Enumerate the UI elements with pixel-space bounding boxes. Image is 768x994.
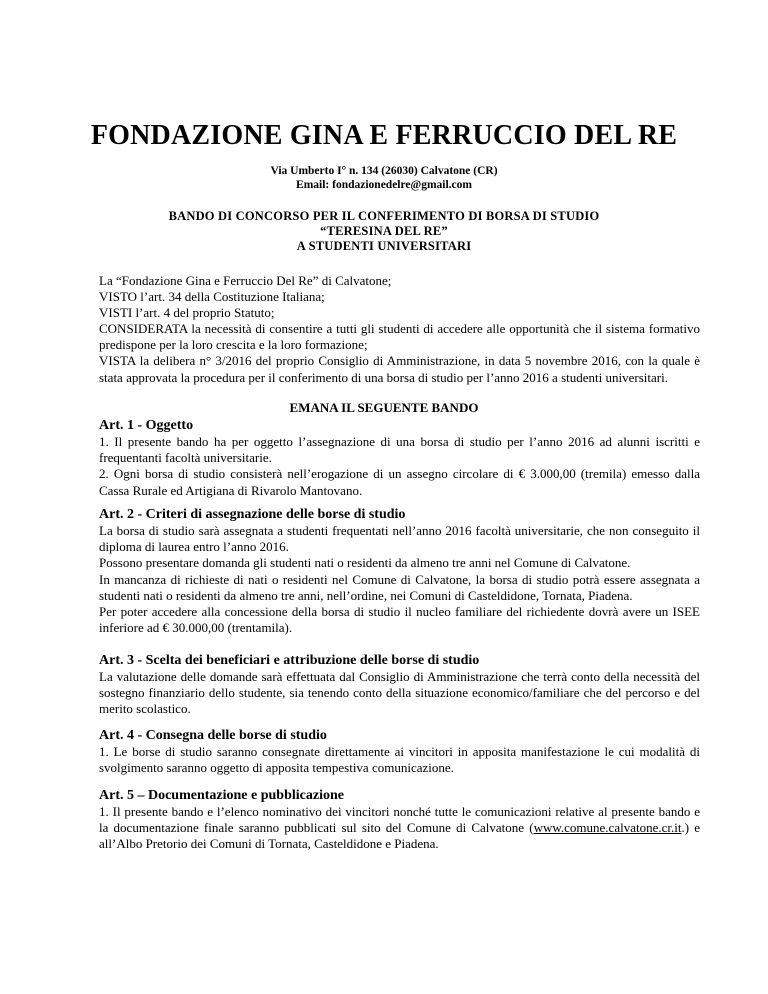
foundation-email: Email: fondazionedelre@gmail.com <box>296 179 472 191</box>
article-heading: Art. 2 - Criteri di assegnazione delle borse di studio <box>99 507 406 522</box>
article-5 <box>99 787 700 853</box>
article-paragraph: Possono presentare domanda gli studenti nati o residenti da almeno tre anni nel Comune di Calvatone. <box>99 555 631 571</box>
comune-website-link[interactable]: www.comune.calvatone.cr.it <box>533 820 682 836</box>
article-3 <box>99 652 700 718</box>
preamble-line: VISTO l’art. 34 della Costituzione Italiana; <box>99 289 325 305</box>
preamble-line: VISTA la delibera n° 3/2016 del proprio Consiglio di Amministrazione, in data 5 novembre 2016, con la quale è stata approvata la procedura per il conferimento di una borsa di studio per l’anno 2016 a studenti universitari. <box>99 353 700 385</box>
article-paragraph: Per poter accedere alla concessione della borsa di studio il nucleo familiare del richiedente dovrà avere un ISEE inferiore ad € 30.000,00 (trentamila). <box>99 604 700 636</box>
article-text: .) e all’Albo Pretorio dei Comuni di Tornata, Casteldidone e Piadena. <box>99 820 700 852</box>
article-paragraph: 1. Le borse di studio saranno consegnate direttamente ai vincitori in apposita manifestazione le cui modalità di svolgimento saranno oggetto di apposita tempestiva comunicazione. <box>99 744 700 776</box>
article-heading: Art. 3 - Scelta dei beneficiari e attribuzione delle borse di studio <box>99 653 480 668</box>
article-heading: Art. 5 – Documentazione e pubblicazione <box>99 788 344 803</box>
emana-heading: EMANA IL SEGUENTE BANDO <box>289 400 479 415</box>
article-paragraph <box>99 804 700 853</box>
bando-title-line-3: A STUDENTI UNIVERSITARI <box>296 239 472 253</box>
article-heading: Art. 4 - Consegna delle borse di studio <box>99 728 327 743</box>
preamble <box>99 273 700 386</box>
article-4 <box>99 727 700 776</box>
bando-title-line-2: “TERESINA DEL RE” <box>320 224 448 238</box>
article-text: 1. Il presente bando e l’elenco nominativo dei vincitori nonché tutte le comunicazioni relative al presente bando e la documentazione finale saranno pubblicati sul sito del Comune di Calvatone ( <box>99 804 700 836</box>
preamble-line: La “Fondazione Gina e Ferruccio Del Re” di Calvatone; <box>99 273 392 288</box>
article-paragraph: 2. Ogni borsa di studio consisterà nell’erogazione di un assegno circolare di € 3.000,00 (tremila) emesso dalla Cassa Rurale ed Artigiana di Rivarolo Mantovano. <box>99 466 700 498</box>
foundation-address: Via Umberto I° n. 134 (26030) Calvatone (CR) <box>270 165 498 177</box>
article-paragraph: La valutazione delle domande sarà effettuata dal Consiglio di Amministrazione che terrà conto della necessità del sostegno finanziario dello studente, sia tenendo conto della situazione economico/familiare che del percorso e del merito scolastico. <box>99 669 700 717</box>
article-heading: Art. 1 - Oggetto <box>99 418 194 433</box>
article-1 <box>99 417 700 499</box>
preamble-line: CONSIDERATA la necessità di consentire a tutti gli studenti di accedere alle opportunità che il sistema formativo predispone per la loro crescita e la loro formazione; <box>99 321 700 353</box>
preamble-line: VISTI l’art. 4 del proprio Statuto; <box>99 305 275 321</box>
bando-title-line-1: BANDO DI CONCORSO PER IL CONFERIMENTO DI BORSA DI STUDIO <box>168 209 600 223</box>
article-2 <box>99 506 700 636</box>
article-paragraph: La borsa di studio sarà assegnata a studenti frequentati nell’anno 2016 facoltà universitarie, che non conseguito il diploma di laurea entro l’anno 2016. <box>99 523 700 555</box>
article-paragraph: 1. Il presente bando ha per oggetto l’assegnazione di una borsa di studio per l’anno 2016 ad alunni iscritti e frequentanti facoltà universitarie. <box>99 434 700 466</box>
article-paragraph: In mancanza di richieste di nati o residenti nel Comune di Calvatone, la borsa di studio potrà essere assegnata a studenti nati o residenti da almeno tre anni, nell’ordine, nei Comuni di Casteldidone, Tornata, Piadena. <box>99 571 700 603</box>
foundation-title: FONDAZIONE GINA E FERRUCCIO DEL RE <box>90 120 678 151</box>
